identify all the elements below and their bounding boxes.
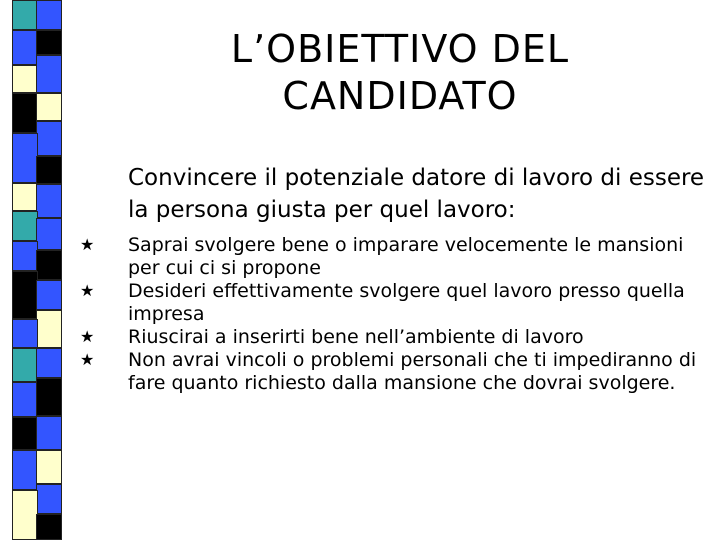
- intro-text: Convincere il potenziale datore di lavoro di essere la persona giusta per quel lavoro:: [128, 165, 705, 223]
- stripe-block: [12, 183, 38, 211]
- stripe-block: [12, 93, 38, 133]
- bullet-text: Non avrai vincoli o problemi personali che ti impediranno di fare quanto richiesto dalla mansione che dovrai svolgere.: [128, 349, 697, 394]
- stripe-block: [36, 514, 62, 540]
- stripe-block: [36, 416, 62, 450]
- stripe-block: [12, 241, 38, 271]
- stripe-block: [12, 319, 38, 348]
- stripe-block: [36, 218, 62, 250]
- stripe-block: [12, 382, 38, 417]
- stripe-block: [36, 280, 62, 310]
- stripe-block: [36, 121, 62, 156]
- title-line-1: L’OBIETTIVO DEL: [230, 27, 570, 71]
- stripe-block: [36, 378, 62, 416]
- stripe-block: [12, 490, 38, 540]
- bullet-text: Saprai svolgere bene o imparare velocemente le mansioni per cui ci si propone: [128, 234, 684, 279]
- stripe-block: [36, 93, 62, 121]
- list-item: [80, 326, 716, 349]
- stripe-block: [36, 30, 62, 55]
- stripe-block: [36, 348, 62, 378]
- stripe-block: [36, 156, 62, 184]
- title-line-2: CANDIDATO: [282, 74, 518, 118]
- stripe-block: [12, 271, 38, 319]
- stripe-block: [36, 55, 62, 93]
- star-bullet-icon: ★: [80, 235, 95, 254]
- stripe-block: [12, 133, 38, 183]
- star-bullet-icon: ★: [80, 327, 95, 346]
- list-item: [80, 349, 716, 395]
- stripe-block: [12, 211, 38, 241]
- star-bullet-icon: ★: [80, 281, 95, 300]
- stripe-block: [12, 30, 38, 65]
- stripe-block: [36, 484, 62, 514]
- list-item: [80, 234, 716, 280]
- stripe-block: [36, 250, 62, 280]
- stripe-block: [12, 65, 38, 93]
- decorative-stripe: [0, 0, 64, 540]
- stripe-block: [36, 0, 62, 30]
- star-bullet-icon: ★: [80, 350, 95, 369]
- bullet-text: Riuscirai a inserirti bene nell’ambiente di lavoro: [128, 326, 584, 348]
- bullet-text: Desideri effettivamente svolgere quel lavoro presso quella impresa: [128, 280, 685, 325]
- stripe-block: [36, 450, 62, 484]
- list-item: [80, 280, 716, 326]
- stripe-block: [12, 348, 38, 382]
- stripe-block: [12, 450, 38, 490]
- bullet-list: [80, 234, 716, 395]
- slide-title: [130, 26, 670, 120]
- stripe-block: [36, 184, 62, 218]
- stripe-block: [12, 417, 38, 450]
- stripe-block: [36, 310, 62, 348]
